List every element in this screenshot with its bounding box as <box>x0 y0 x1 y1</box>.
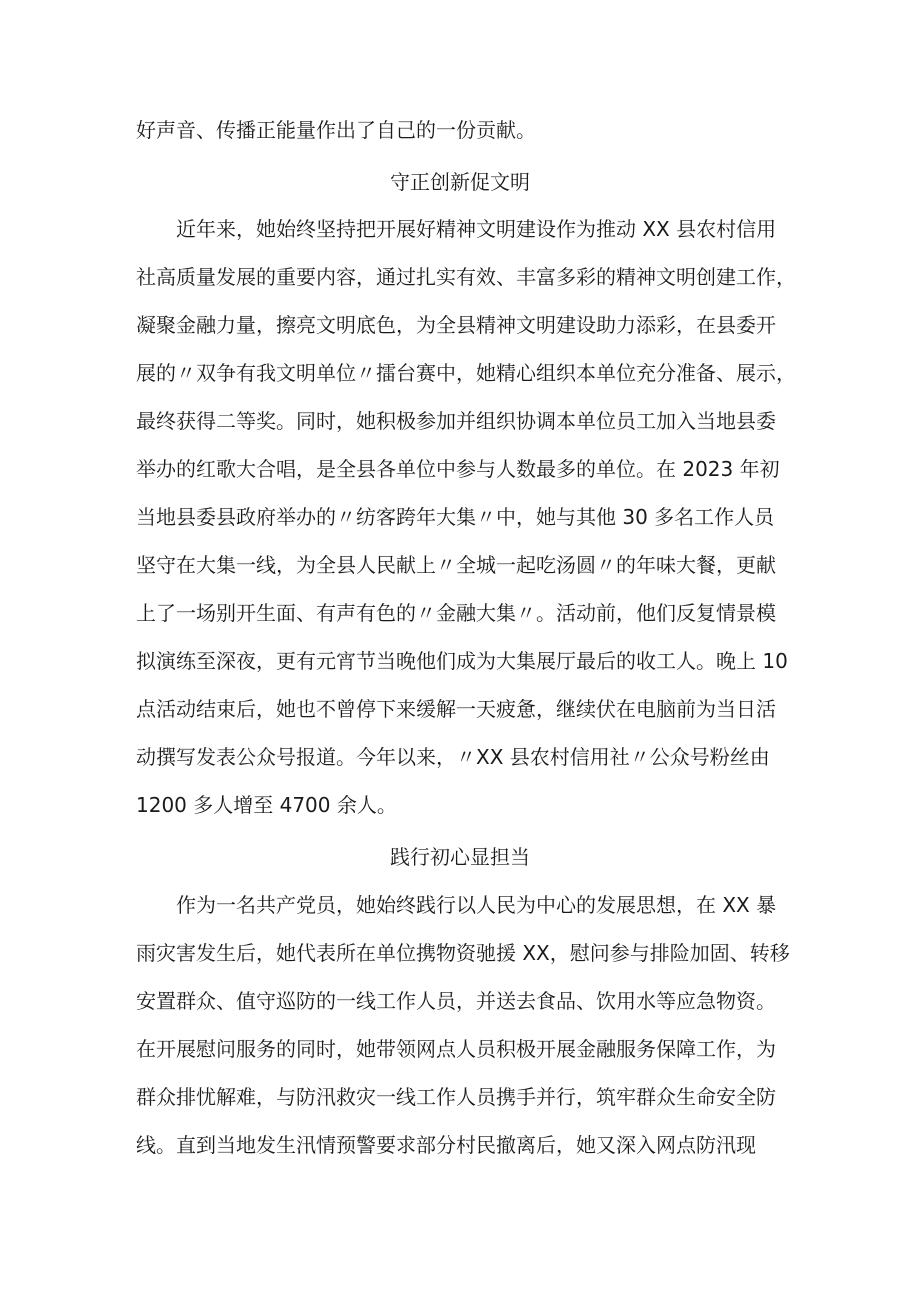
body-line: 安置群众、值守巡防的一线工作人员，并送去食品、饮用水等应急物资。 <box>136 989 776 1013</box>
body-line: 在开展慰问服务的同时，她带领网点人员积极开展金融服务保障工作，为 <box>136 1037 776 1061</box>
body-line: 拟演练至深夜，更有元宵节当晚他们成为大集展厅最后的收工人。晚上 10 <box>136 649 788 673</box>
body-line: 作为一名共产党员，她始终践行以人民为中心的发展思想，在 XX 暴 <box>176 893 777 917</box>
body-line: 动撰写发表公众号报道。今年以来，〃XX 县农村信用社〃公众号粉丝由 <box>136 745 770 769</box>
paragraph-tail: 好声音、传播正能量作出了自己的一份贡献。 <box>136 118 536 142</box>
body-line: 社高质量发展的重要内容，通过扎实有效、丰富多彩的精神文明创建工作， <box>136 265 796 289</box>
body-line: 群众排忧解难，与防汛救灾一线工作人员携手并行，筑牢群众生命安全防 <box>136 1085 776 1109</box>
body-line: 展的〃双争有我文明单位〃擂台赛中，她精心组织本单位充分准备、展示， <box>136 361 796 385</box>
body-line: 1200 多人增至 4700 余人。 <box>136 793 397 817</box>
body-line: 上了一场别开生面、有声有色的〃金融大集〃。活动前，他们反复情景模 <box>136 601 776 625</box>
body-line: 点活动结束后，她也不曾停下来缓解一天疲惫，继续伏在电脑前为当日活 <box>136 697 776 721</box>
section-heading-civilization: 守正创新促文明 <box>390 170 530 194</box>
body-line: 雨灾害发生后，她代表所在单位携物资驰援 XX，慰问参与排险加固、转移 <box>136 941 790 965</box>
body-line: 线。直到当地发生汛情预警要求部分村民撤离后，她又深入网点防汛现 <box>136 1133 756 1157</box>
body-line: 当地县委县政府举办的〃纺客跨年大集〃中，她与其他 30 多名工作人员 <box>136 505 775 529</box>
section-heading-responsibility: 践行初心显担当 <box>390 845 530 869</box>
body-line: 近年来，她始终坚持把开展好精神文明建设作为推动 XX 县农村信用 <box>176 217 777 241</box>
body-line: 坚守在大集一线，为全县人民献上〃全城一起吃汤圆〃的年味大餐，更献 <box>136 553 776 577</box>
body-line: 举办的红歌大合唱，是全县各单位中参与人数最多的单位。在 2023 年初 <box>136 457 780 481</box>
body-line: 凝聚金融力量，擦亮文明底色，为全县精神文明建设助力添彩，在县委开 <box>136 313 776 337</box>
body-line: 最终获得二等奖。同时，她积极参加并组织协调本单位员工加入当地县委 <box>136 409 776 433</box>
